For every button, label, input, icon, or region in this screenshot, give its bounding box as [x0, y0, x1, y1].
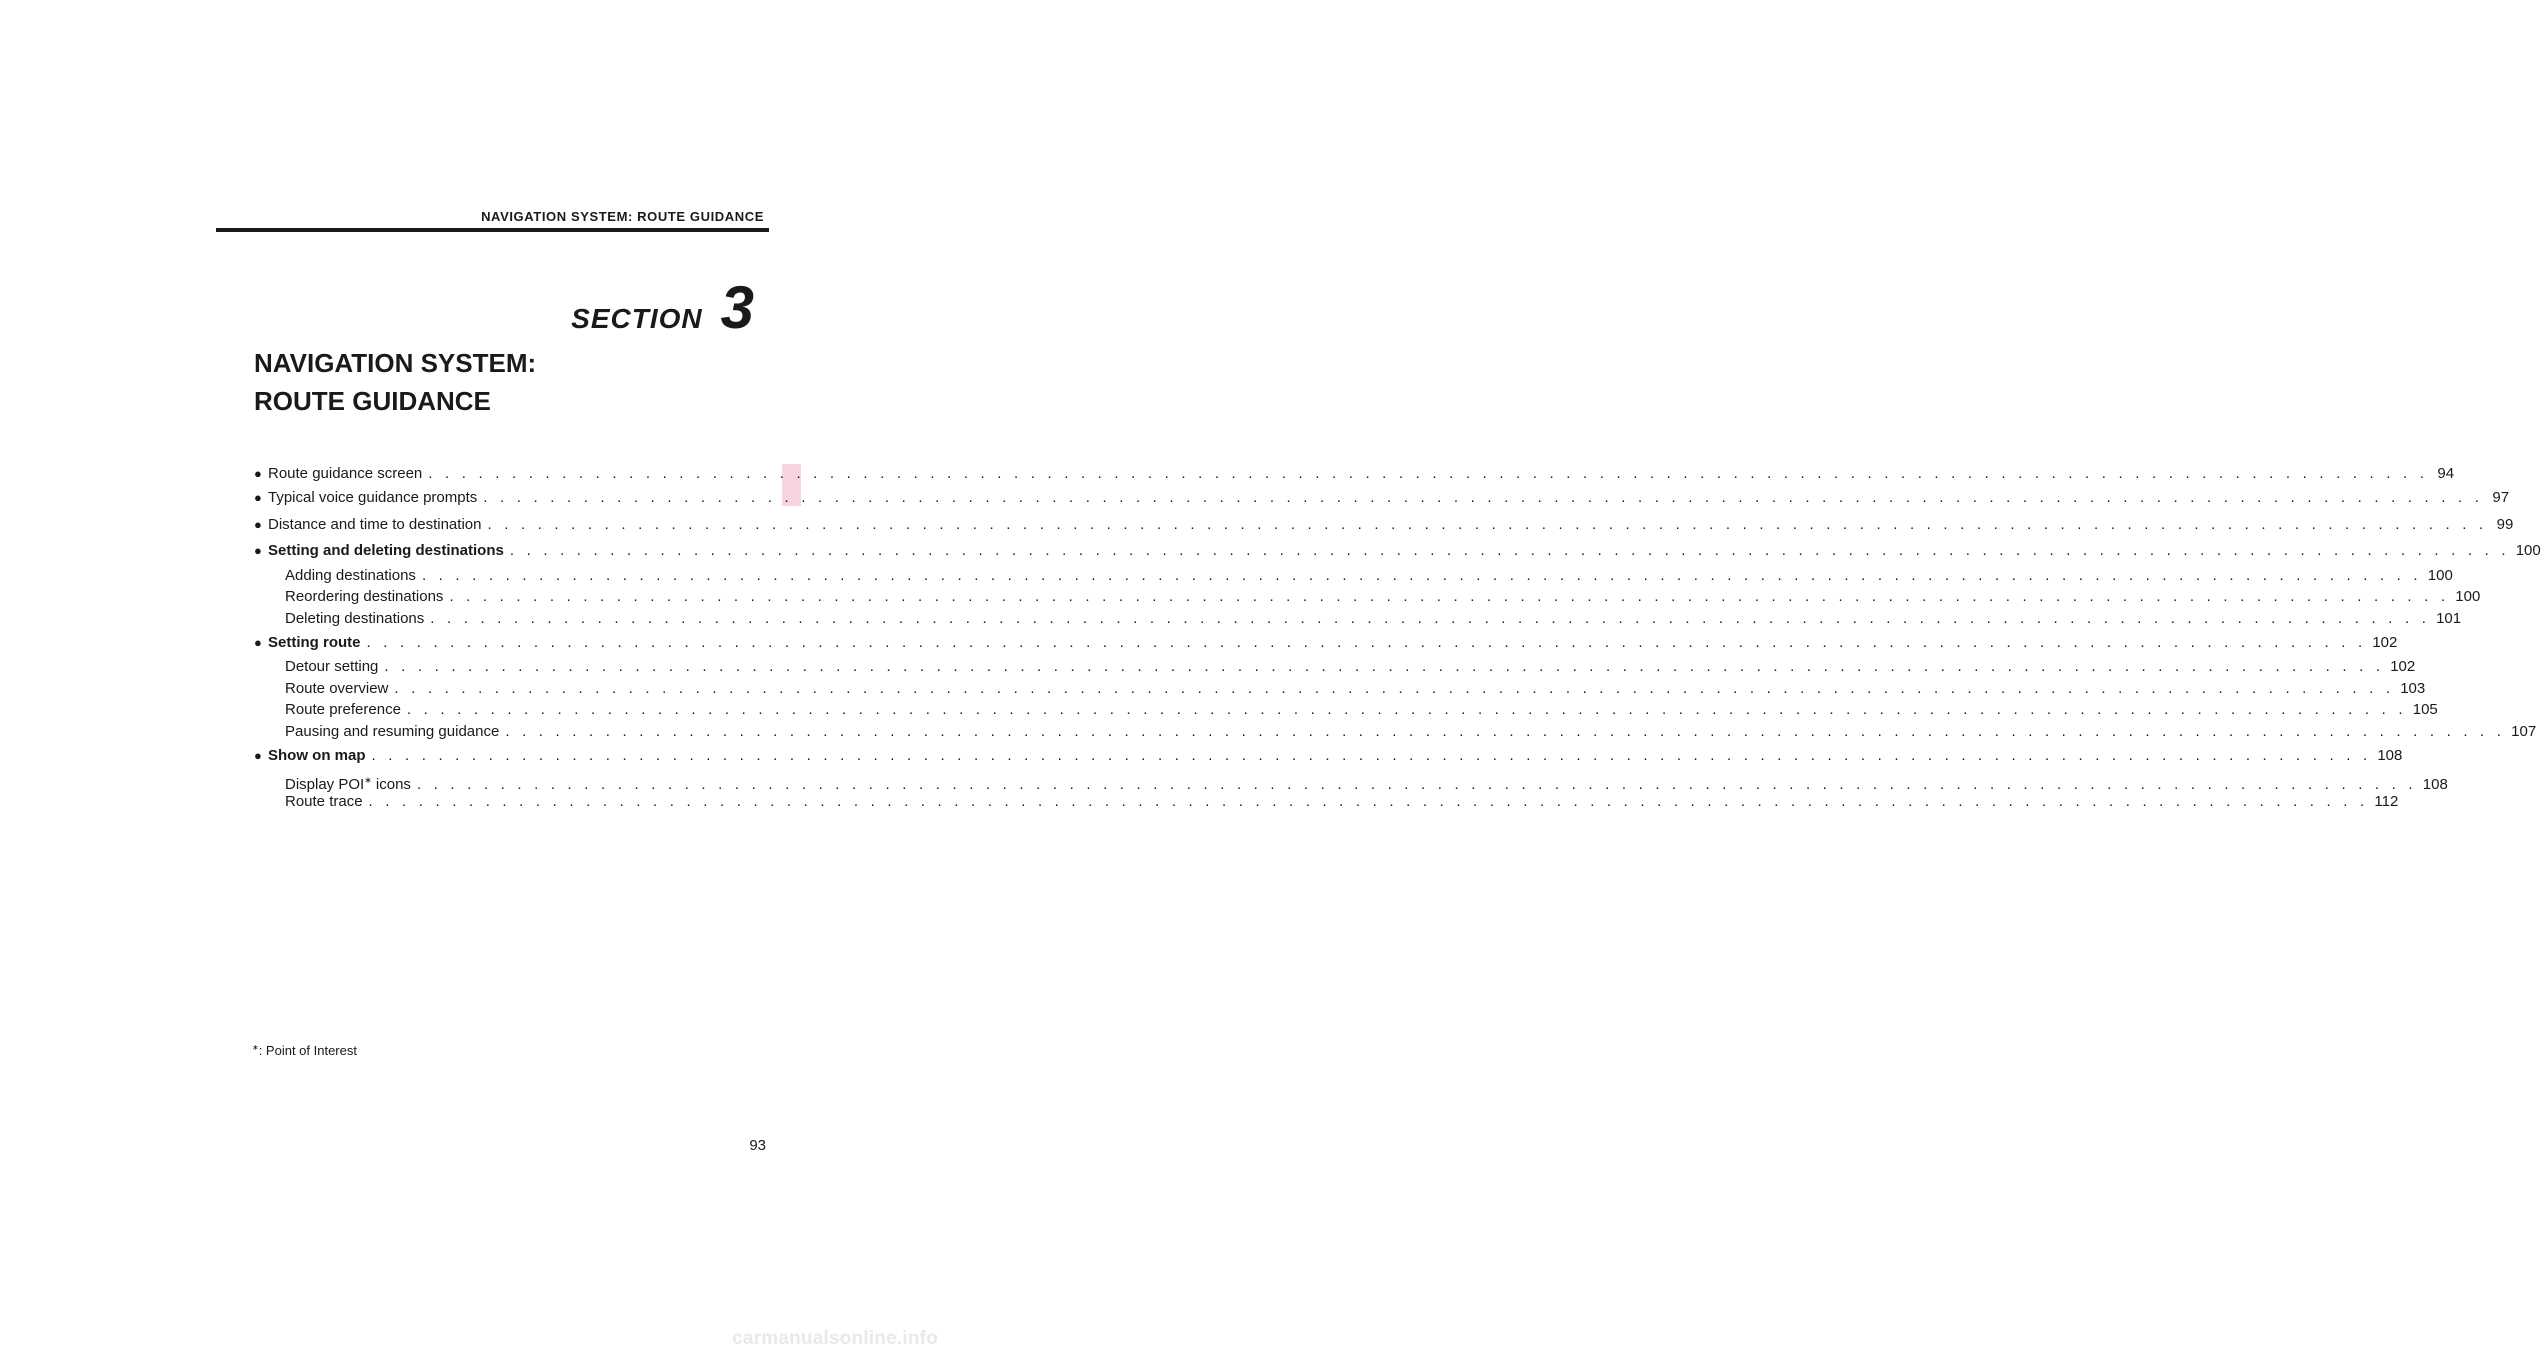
toc-page-number: 105 — [2412, 701, 2438, 719]
toc-page-number: 97 — [2492, 489, 2510, 506]
dot-leader: . . . . . . . . . . . . . . . . . . . . . . . . . . . . . . . . . . . . . . . . . . . . . . . . . . . . . . . . . . . . . . . . . . . . . . . . . . . . . . . . . . . . . . . . . . . . . . . . . . . . . . . . . . . . . . . . . . . . . . . . — [371, 746, 2372, 764]
toc-entry-title-text: Typical voice guidance prompts — [268, 489, 478, 506]
bullet-icon: ● — [254, 747, 262, 763]
running-header: NAVIGATION SYSTEM: ROUTE GUIDANCE — [481, 209, 764, 224]
page-number: 93 — [749, 1137, 766, 1154]
dot-leader: . . . . . . . . . . . . . . . . . . . . . . . . . . . . . . . . . . . . . . . . . . . . . . . . . . . . . . . . . . . . . . . . . . . . . . . . . . . . . . . . . . . . . . . . . . . . . . . . . . . . . . . . . . . . . . . . . . . . . . . . — [505, 723, 2506, 741]
chapter-title — [254, 344, 536, 420]
toc-page-number: 101 — [2436, 609, 2462, 627]
toc-page-number: 100 — [2427, 566, 2453, 584]
toc-entry — [254, 538, 2541, 565]
toc-entry-title — [285, 565, 416, 587]
dot-leader: . . . . . . . . . . . . . . . . . . . . . . . . . . . . . . . . . . . . . . . . . . . . . . . . . . . . . . . . . . . . . . . . . . . . . . . . . . . . . . . . . . . . . . . . . . . . . . . . . . . . . . . . . . . . . . . . . . . . . . . . — [366, 633, 2367, 651]
toc-entry-title-text: Setting route — [268, 633, 361, 651]
toc-entry — [254, 678, 2426, 700]
toc-page-number: 100 — [2515, 542, 2541, 559]
bullet-icon: ● — [254, 490, 262, 505]
toc-page-number: 108 — [2377, 746, 2403, 764]
toc-entry-title-text: Deleting destinations — [285, 609, 425, 627]
toc-entry-title — [268, 485, 477, 511]
toc-entry — [254, 769, 2448, 794]
bullet-icon: ● — [254, 543, 262, 558]
toc-entry-title-text: Show on map — [268, 746, 366, 764]
section-label — [571, 274, 754, 341]
toc-entry-title-text: Detour setting — [285, 658, 379, 676]
bullet-icon: ● — [254, 466, 262, 481]
chapter-title-line-1: NAVIGATION SYSTEM: — [254, 348, 537, 378]
footnote-reference-mark: ∗ — [364, 775, 372, 786]
toc-entry — [254, 791, 2399, 813]
chapter-title-line-2: ROUTE GUIDANCE — [254, 386, 491, 416]
footnote-text: : Point of Interest — [258, 1043, 357, 1058]
toc-entry-title-text: Route trace — [285, 793, 363, 810]
toc-page-number: 112 — [2374, 793, 2399, 810]
dot-leader: . . . . . . . . . . . . . . . . . . . . . . . . . . . . . . . . . . . . . . . . . . . . . . . . . . . . . . . . . . . . . . . . . . . . . . . . . . . . . . . . . . . . . . . . . . . . . . . . . . . . . . . . . . . . . . . . . . . . . . . . — [428, 465, 2429, 482]
toc-entry-title — [285, 678, 388, 700]
bullet-icon: ● — [254, 516, 262, 532]
toc-entry-title — [268, 512, 481, 538]
dot-leader: . . . . . . . . . . . . . . . . . . . . . . . . . . . . . . . . . . . . . . . . . . . . . . . . . . . . . . . . . . . . . . . . . . . . . . . . . . . . . . . . . . . . . . . . . . . . . . . . . . . . . . . . . . . . . . . . . . . . . . . . — [430, 609, 2431, 627]
toc-entry-title-text: Distance and time to destination — [268, 515, 482, 533]
dot-leader: . . . . . . . . . . . . . . . . . . . . . . . . . . . . . . . . . . . . . . . . . . . . . . . . . . . . . . . . . . . . . . . . . . . . . . . . . . . . . . . . . . . . . . . . . . . . . . . . . . . . . . . . . . . . . . . . . . . . . . . . — [509, 542, 2510, 559]
toc-entry-title-text: Setting and deleting destinations — [268, 542, 504, 559]
toc-entry — [254, 586, 2481, 608]
dot-leader: . . . . . . . . . . . . . . . . . . . . . . . . . . . . . . . . . . . . . . . . . . . . . . . . . . . . . . . . . . . . . . . . . . . . . . . . . . . . . . . . . . . . . . . . . . . . . . . . . . . . . . . . . . . . . . . . . . . . . . . . — [394, 679, 2395, 697]
toc-entry — [254, 485, 2510, 512]
toc-entry-title — [285, 791, 363, 813]
toc-entry — [254, 721, 2537, 743]
section-word: SECTION — [571, 303, 703, 334]
toc-entry-title-text: Reordering destinations — [285, 588, 444, 606]
toc-entry — [254, 463, 2455, 485]
toc-entry-title-text: Pausing and resuming guidance — [285, 723, 500, 741]
toc-entry — [254, 608, 2462, 630]
toc-entry — [254, 512, 2514, 539]
toc-page-number: 99 — [2496, 515, 2514, 533]
toc-entry-title — [268, 538, 504, 564]
toc-entry-title-text: Route preference — [285, 701, 401, 719]
bullet-icon: ● — [254, 634, 262, 650]
footnote-mark: ∗ — [252, 1043, 259, 1052]
toc-entry-title — [285, 608, 424, 630]
toc-entry-title-text: Display POI — [285, 776, 365, 794]
toc-entry-title — [268, 630, 361, 656]
toc-entry-title-text: Adding destinations — [285, 566, 416, 584]
watermark: carmanualsonline.info — [732, 1328, 938, 1349]
dot-leader: . . . . . . . . . . . . . . . . . . . . . . . . . . . . . . . . . . . . . . . . . . . . . . . . . . . . . . . . . . . . . . . . . . . . . . . . . . . . . . . . . . . . . . . . . . . . . . . . . . . . . . . . . . . . . . . . . . . . . . . . — [449, 588, 2450, 606]
toc-entry — [254, 743, 2403, 770]
toc-entry-title — [285, 656, 378, 678]
dot-leader: . . . . . . . . . . . . . . . . . . . . . . . . . . . . . . . . . . . . . . . . . . . . . . . . . . . . . . . . . . . . . . . . . . . . . . . . . . . . . . . . . . . . . . . . . . . . . . . . . . . . . . . . . . . . . . . . . . . . . . . . — [406, 701, 2407, 719]
toc-page-number: 103 — [2400, 679, 2426, 697]
toc-page-number: 108 — [2422, 776, 2448, 794]
toc-entry-title-text: Route guidance screen — [268, 465, 423, 482]
toc-entry — [254, 699, 2438, 721]
dot-leader: . . . . . . . . . . . . . . . . . . . . . . . . . . . . . . . . . . . . . . . . . . . . . . . . . . . . . . . . . . . . . . . . . . . . . . . . . . . . . . . . . . . . . . . . . . . . . . . . . . . . . . . . . . . . . . . . . . . . . . . . — [384, 658, 2385, 676]
dot-leader: . . . . . . . . . . . . . . . . . . . . . . . . . . . . . . . . . . . . . . . . . . . . . . . . . . . . . . . . . . . . . . . . . . . . . . . . . . . . . . . . . . . . . . . . . . . . . . . . . . . . . . . . . . . . . . . . . . . . . . . . — [421, 566, 2422, 584]
toc-entry — [254, 630, 2398, 657]
section-number: 3 — [720, 274, 754, 341]
toc-page-number: 102 — [2372, 633, 2398, 651]
toc-entry-title — [268, 463, 422, 485]
toc-entry — [254, 656, 2416, 678]
toc-entry-title — [285, 699, 401, 721]
dot-leader: . . . . . . . . . . . . . . . . . . . . . . . . . . . . . . . . . . . . . . . . . . . . . . . . . . . . . . . . . . . . . . . . . . . . . . . . . . . . . . . . . . . . . . . . . . . . . . . . . . . . . . . . . . . . . . . . . . . . . . . . — [483, 489, 2484, 506]
toc-entry-title — [285, 586, 443, 608]
header-rule — [216, 228, 769, 232]
table-of-contents — [254, 463, 2541, 813]
toc-entry-title-text: Route overview — [285, 679, 389, 697]
toc-page-number: 100 — [2455, 588, 2481, 606]
toc-entry-title-suffix: icons — [371, 776, 411, 794]
toc-page-number: 102 — [2390, 658, 2416, 676]
dot-leader: . . . . . . . . . . . . . . . . . . . . . . . . . . . . . . . . . . . . . . . . . . . . . . . . . . . . . . . . . . . . . . . . . . . . . . . . . . . . . . . . . . . . . . . . . . . . . . . . . . . . . . . . . . . . . . . . . . . . . . . . — [416, 776, 2417, 794]
toc-entry-title — [285, 721, 499, 743]
footnote — [252, 1043, 357, 1058]
dot-leader: . . . . . . . . . . . . . . . . . . . . . . . . . . . . . . . . . . . . . . . . . . . . . . . . . . . . . . . . . . . . . . . . . . . . . . . . . . . . . . . . . . . . . . . . . . . . . . . . . . . . . . . . . . . . . . . . . . . . . . . . — [487, 515, 2488, 533]
dot-leader: . . . . . . . . . . . . . . . . . . . . . . . . . . . . . . . . . . . . . . . . . . . . . . . . . . . . . . . . . . . . . . . . . . . . . . . . . . . . . . . . . . . . . . . . . . . . . . . . . . . . . . . . . . . . . . . . . . . . . . . . — [368, 793, 2369, 810]
toc-entry — [254, 565, 2453, 587]
toc-page-number: 107 — [2511, 723, 2537, 741]
toc-entry-title — [268, 743, 366, 769]
toc-page-number: 94 — [2437, 465, 2455, 482]
